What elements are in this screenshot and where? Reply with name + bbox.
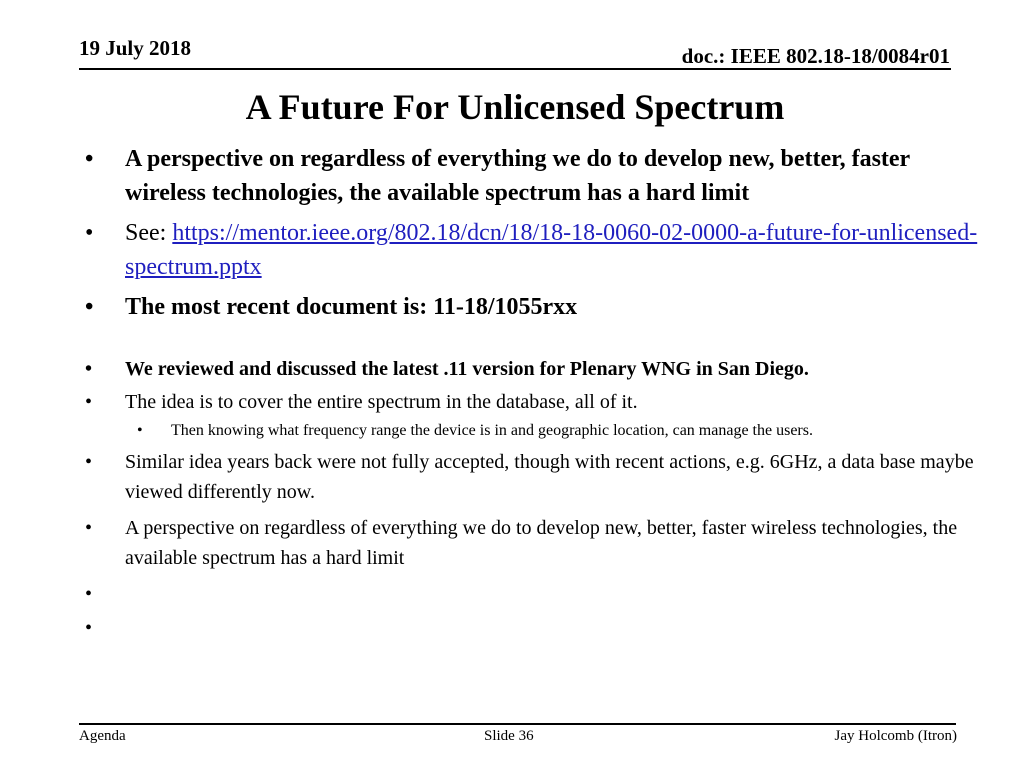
sub-bullet-marker: • [137, 422, 143, 439]
bullet-empty-1 [85, 579, 995, 609]
bullet-text: The idea is to cover the entire spectrum in the database, all of it. [125, 391, 638, 413]
bullet-marker: • [85, 617, 93, 639]
footer-divider [79, 723, 956, 725]
bullet-marker: • [85, 451, 93, 473]
header-doc-id: doc.: IEEE 802.18-18/0084r01 [681, 44, 950, 68]
header-date: 19 July 2018 [79, 36, 192, 60]
sub-bullet-frequency [85, 419, 995, 443]
bullet-prefix: See: [125, 220, 173, 246]
bullet-text: A perspective on regardless of everything we do to develop new, better, faster wireless technologies, the available spectrum has a hard limit [125, 146, 910, 206]
bullet-marker: • [85, 220, 94, 246]
slide-title: A Future For Unlicensed Spectrum [245, 87, 785, 127]
bullet-marker: • [85, 583, 93, 605]
bullet-marker: • [85, 358, 93, 380]
header-divider [79, 68, 951, 70]
bullet-marker: • [85, 391, 93, 413]
bullet-text: We reviewed and discussed the latest .11 version for Plenary WNG in San Diego. [125, 358, 809, 380]
footer-slide-number: Slide 36 [484, 728, 534, 744]
bullet-marker: • [85, 146, 94, 172]
mentor-document-link[interactable]: https://mentor.ieee.org/802.18/dcn/18/18-18-0060-02-0000-a-future-for-unlicensed-spectrum.pptx [125, 220, 978, 280]
bullet-marker: • [85, 517, 93, 539]
bullet-idea [85, 387, 995, 417]
bullet-text: The most recent document is: 11-18/1055rxx [125, 294, 578, 320]
bullet-empty-2 [85, 613, 995, 643]
bullet-similar-idea [85, 447, 995, 507]
bullet-reviewed [85, 354, 995, 384]
bullet-marker: • [85, 294, 94, 320]
bullet-text: Then knowing what frequency range the device is in and geographic location, can manage the users. [171, 422, 813, 439]
bullet-text: Similar idea years back were not fully accepted, though with recent actions, e.g. 6GHz, a data base maybe viewed differently now. [125, 451, 974, 503]
bullet-see-link [85, 216, 995, 284]
footer-author: Jay Holcomb (Itron) [834, 728, 957, 744]
bullet-recent-doc [85, 290, 995, 324]
bullet-perspective-repeat [85, 513, 995, 573]
footer-left: Agenda [79, 728, 126, 744]
bullet-text: A perspective on regardless of everything we do to develop new, better, faster wireless technologies, the available spectrum has a hard limit [125, 517, 958, 569]
slide-content [85, 142, 995, 643]
bullet-perspective [85, 142, 995, 210]
